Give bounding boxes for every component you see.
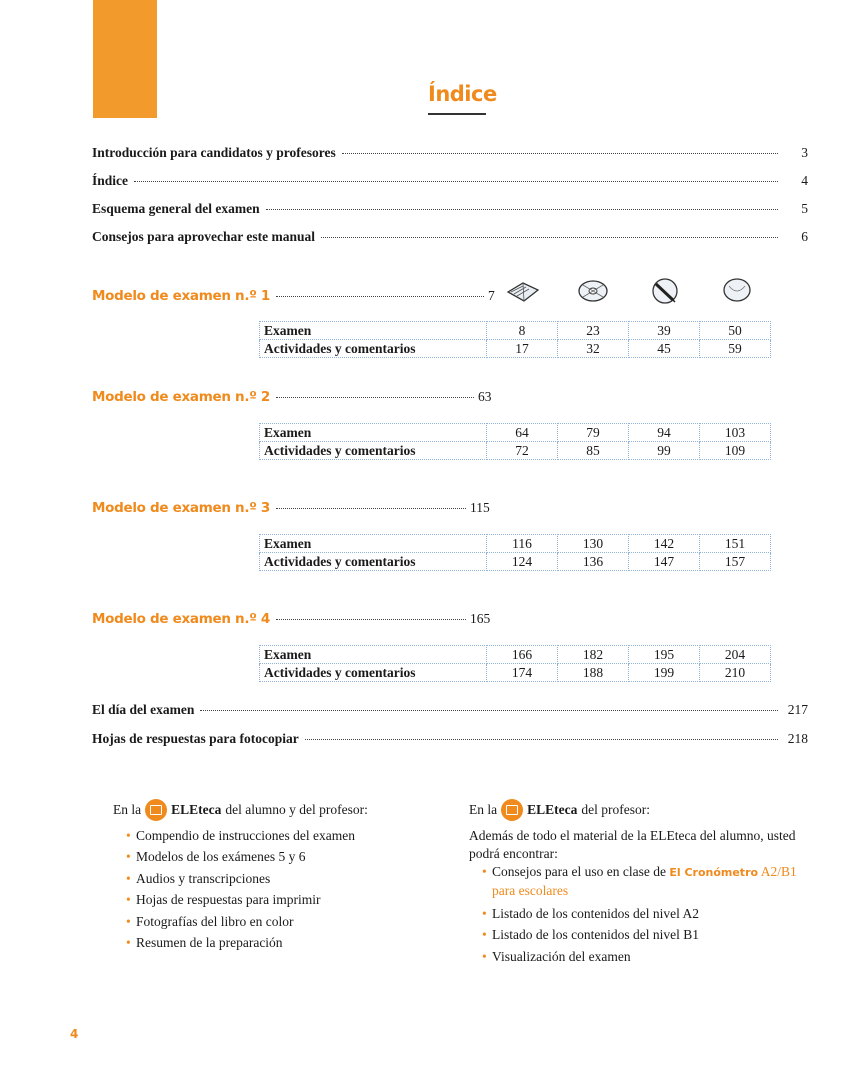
page-cell: 99	[629, 442, 700, 460]
toc-entry-label: Índice	[92, 173, 129, 188]
dot-leader	[276, 296, 484, 297]
model-pages-table	[259, 321, 771, 358]
table-row	[260, 322, 771, 340]
list-item: • Resumen de la preparación	[126, 932, 355, 953]
page-cell: 72	[487, 442, 558, 460]
dot-leader	[276, 397, 474, 398]
page-title: Índice	[428, 82, 497, 106]
table-row	[260, 535, 771, 553]
decorative-orange-bar	[93, 0, 157, 118]
eleteca-student-heading	[113, 799, 368, 821]
eleteca-teacher-list	[482, 863, 817, 967]
dot-leader	[266, 209, 778, 210]
row-label: Examen	[260, 646, 487, 664]
cronometro-brand: El Cronómetro	[669, 866, 759, 879]
page-cell: 23	[558, 322, 629, 340]
model-page: 165	[470, 611, 491, 626]
page-cell: 59	[700, 340, 771, 358]
dot-leader	[321, 237, 778, 238]
table-row	[260, 553, 771, 571]
page-cell: 85	[558, 442, 629, 460]
page-cell: 45	[629, 340, 700, 358]
model-page: 7	[488, 288, 495, 303]
heading-prefix: En la	[469, 802, 498, 817]
page-cell: 182	[558, 646, 629, 664]
toc-entry[interactable]	[92, 229, 808, 249]
model-page: 63	[478, 389, 492, 404]
page-cell: 199	[629, 664, 700, 682]
toc-entry-label: Consejos para aprovechar este manual	[92, 229, 315, 244]
page-cell: 204	[700, 646, 771, 664]
row-label: Examen	[260, 424, 487, 442]
list-item: • Hojas de respuestas para imprimir	[126, 889, 355, 910]
dot-leader	[200, 710, 778, 711]
eleteca-student-list	[126, 825, 355, 953]
page-cell: 147	[629, 553, 700, 571]
page-cell: 94	[629, 424, 700, 442]
model-heading[interactable]	[92, 500, 490, 516]
model-heading[interactable]	[92, 611, 490, 627]
model-label: Modelo de examen n.º 3	[92, 500, 271, 516]
model-label: Modelo de examen n.º 2	[92, 389, 271, 405]
section-icons	[505, 276, 757, 306]
page-cell: 32	[558, 340, 629, 358]
page-cell: 39	[629, 322, 700, 340]
table-row	[260, 646, 771, 664]
page-cell: 142	[629, 535, 700, 553]
model-page: 115	[470, 500, 490, 515]
table-row	[260, 664, 771, 682]
page-cell: 157	[700, 553, 771, 571]
row-label: Examen	[260, 322, 487, 340]
list-item: • Visualización del examen	[482, 946, 817, 967]
page-cell: 79	[558, 424, 629, 442]
page-cell: 17	[487, 340, 558, 358]
toc-entry-label: Hojas de respuestas para fotocopiar	[92, 731, 299, 746]
model-heading[interactable]	[92, 389, 492, 405]
page-number: 4	[70, 1027, 79, 1041]
toc-entry-page: 218	[787, 731, 808, 746]
list-item: • Audios y transcripciones	[126, 868, 355, 889]
page-cell: 103	[700, 424, 771, 442]
dot-leader	[305, 739, 778, 740]
toc-entry-page: 5	[801, 201, 808, 216]
heading-prefix: En la	[113, 802, 142, 817]
item-text: Consejos para el uso en clase de	[492, 864, 666, 879]
list-item	[482, 863, 817, 903]
eleteca-teacher-intro: Además de todo el material de la ELEteca del alumno, usted podrá encontrar:	[469, 828, 796, 861]
eleteca-brand: ELEteca	[171, 802, 222, 817]
page-cell: 50	[700, 322, 771, 340]
list-item: • Modelos de los exámenes 5 y 6	[126, 846, 355, 867]
toc-entry[interactable]	[92, 201, 808, 221]
list-item: • Fotografías del libro en color	[126, 911, 355, 932]
eleteca-teacher-heading	[469, 799, 650, 821]
page-cell: 130	[558, 535, 629, 553]
toc-entry[interactable]	[92, 173, 808, 193]
table-row	[260, 442, 771, 460]
page-cell: 109	[700, 442, 771, 460]
list-item: • Listado de los contenidos del nivel B1	[482, 924, 817, 945]
eleteca-icon	[501, 799, 523, 821]
row-label: Actividades y comentarios	[260, 553, 487, 571]
eleteca-icon	[145, 799, 167, 821]
item-text-orange: A2/B1 para escolares	[492, 864, 797, 898]
toc-entry-page: 217	[787, 702, 808, 717]
toc-entry[interactable]	[92, 145, 808, 165]
toc-entry-label: El día del examen	[92, 702, 195, 717]
toc-entry[interactable]	[92, 702, 808, 722]
dot-leader	[276, 619, 466, 620]
heading-suffix: del profesor:	[581, 802, 650, 817]
model-label: Modelo de examen n.º 4	[92, 611, 271, 627]
reading-icon	[505, 276, 541, 306]
model-pages-table	[259, 645, 771, 682]
dot-leader	[276, 508, 466, 509]
page-cell: 151	[700, 535, 771, 553]
eleteca-brand: ELEteca	[527, 802, 578, 817]
page-cell: 124	[487, 553, 558, 571]
toc-entry-page: 4	[801, 173, 808, 188]
title-underline	[428, 113, 486, 115]
row-label: Actividades y comentarios	[260, 664, 487, 682]
heading-suffix: del alumno y del profesor:	[225, 802, 368, 817]
row-label: Actividades y comentarios	[260, 442, 487, 460]
table-row	[260, 340, 771, 358]
page-cell: 195	[629, 646, 700, 664]
page-cell: 136	[558, 553, 629, 571]
page-cell: 210	[700, 664, 771, 682]
list-item: • Compendio de instrucciones del examen	[126, 825, 355, 846]
toc-entry-label: Esquema general del examen	[92, 201, 260, 216]
model-pages-table	[259, 423, 771, 460]
toc-entry-page: 6	[801, 229, 808, 244]
page-cell: 188	[558, 664, 629, 682]
page-cell: 116	[487, 535, 558, 553]
model-heading[interactable]	[92, 288, 495, 304]
page-cell: 8	[487, 322, 558, 340]
dot-leader	[342, 153, 778, 154]
row-label: Actividades y comentarios	[260, 340, 487, 358]
list-item: • Listado de los contenidos del nivel A2	[482, 903, 817, 924]
page-cell: 166	[487, 646, 558, 664]
toc-entry-page: 3	[801, 145, 808, 160]
toc-entry-label: Introducción para candidatos y profesores	[92, 145, 336, 160]
page-cell: 64	[487, 424, 558, 442]
page-cell: 174	[487, 664, 558, 682]
model-label: Modelo de examen n.º 1	[92, 288, 271, 304]
speaking-icon	[719, 276, 755, 306]
table-row	[260, 424, 771, 442]
toc-entry[interactable]	[92, 731, 808, 751]
writing-icon	[647, 276, 683, 306]
model-pages-table	[259, 534, 771, 571]
row-label: Examen	[260, 535, 487, 553]
audio-disc-icon	[575, 276, 611, 306]
dot-leader	[134, 181, 778, 182]
